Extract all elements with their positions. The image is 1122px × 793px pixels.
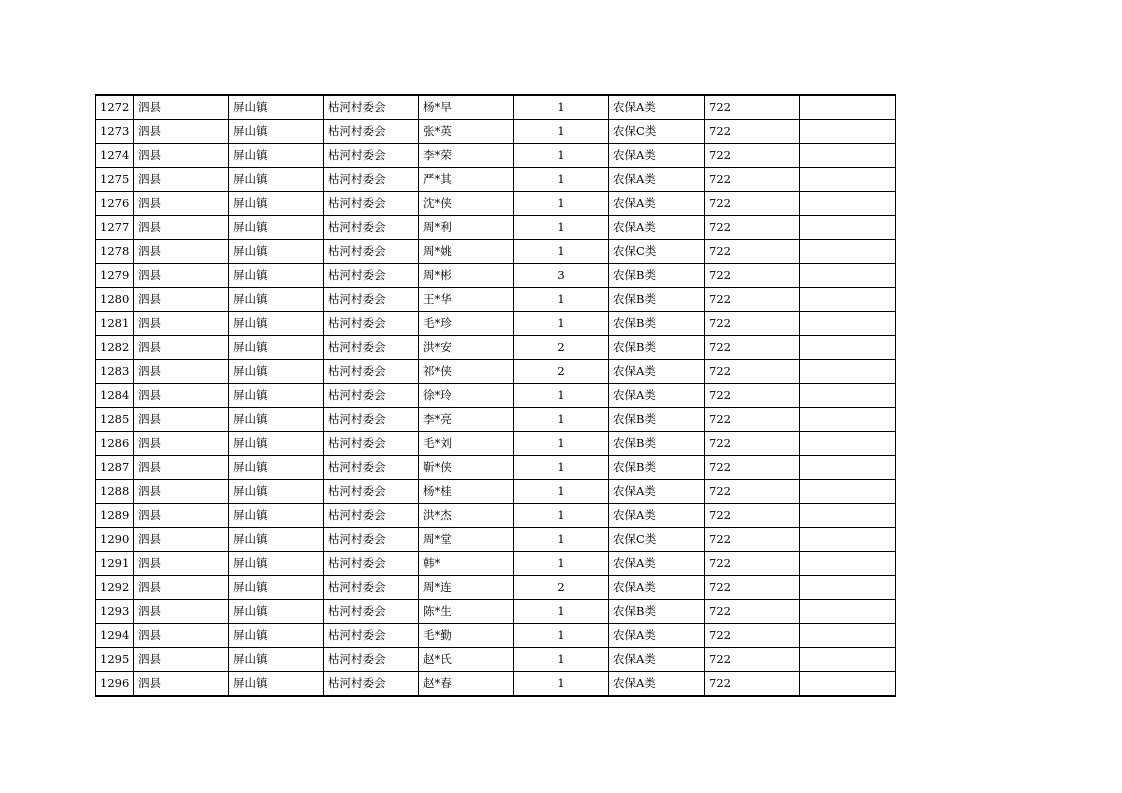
cell-county: 泗县: [134, 288, 229, 312]
cell-serial-number: 1274: [96, 144, 134, 168]
cell-serial-number: 1289: [96, 504, 134, 528]
cell-village: 枯河村委会: [324, 576, 419, 600]
cell-name: 毛*刘: [419, 432, 514, 456]
cell-category: 农保A类: [609, 672, 705, 697]
cell-serial-number: 1296: [96, 672, 134, 697]
cell-category: 农保A类: [609, 552, 705, 576]
cell-town: 屏山镇: [229, 95, 324, 120]
cell-note: [800, 600, 896, 624]
cell-town: 屏山镇: [229, 576, 324, 600]
cell-amount: 722: [705, 504, 800, 528]
cell-county: 泗县: [134, 144, 229, 168]
cell-town: 屏山镇: [229, 600, 324, 624]
cell-note: [800, 240, 896, 264]
cell-category: 农保B类: [609, 336, 705, 360]
cell-note: [800, 504, 896, 528]
cell-category: 农保A类: [609, 576, 705, 600]
cell-household-count: 1: [514, 600, 609, 624]
cell-amount: 722: [705, 552, 800, 576]
cell-note: [800, 288, 896, 312]
cell-household-count: 1: [514, 408, 609, 432]
cell-county: 泗县: [134, 552, 229, 576]
cell-town: 屏山镇: [229, 216, 324, 240]
cell-serial-number: 1286: [96, 432, 134, 456]
cell-category: 农保B类: [609, 408, 705, 432]
cell-name: 徐*玲: [419, 384, 514, 408]
cell-household-count: 1: [514, 504, 609, 528]
cell-amount: 722: [705, 240, 800, 264]
cell-town: 屏山镇: [229, 552, 324, 576]
cell-amount: 722: [705, 600, 800, 624]
cell-amount: 722: [705, 95, 800, 120]
cell-household-count: 3: [514, 264, 609, 288]
table-row: [96, 288, 896, 312]
cell-village: 枯河村委会: [324, 624, 419, 648]
cell-name: 靳*侠: [419, 456, 514, 480]
cell-county: 泗县: [134, 600, 229, 624]
cell-note: [800, 648, 896, 672]
cell-name: 陈*生: [419, 600, 514, 624]
cell-amount: 722: [705, 336, 800, 360]
cell-village: 枯河村委会: [324, 600, 419, 624]
table-row: [96, 336, 896, 360]
cell-name: 毛*珍: [419, 312, 514, 336]
cell-name: 周*连: [419, 576, 514, 600]
cell-serial-number: 1294: [96, 624, 134, 648]
cell-note: [800, 480, 896, 504]
cell-county: 泗县: [134, 384, 229, 408]
cell-name: 沈*侠: [419, 192, 514, 216]
cell-county: 泗县: [134, 120, 229, 144]
cell-household-count: 1: [514, 240, 609, 264]
cell-note: [800, 384, 896, 408]
cell-note: [800, 264, 896, 288]
cell-county: 泗县: [134, 672, 229, 697]
cell-note: [800, 120, 896, 144]
cell-amount: 722: [705, 576, 800, 600]
cell-note: [800, 144, 896, 168]
cell-town: 屏山镇: [229, 312, 324, 336]
cell-category: 农保B类: [609, 264, 705, 288]
cell-household-count: 1: [514, 432, 609, 456]
cell-village: 枯河村委会: [324, 672, 419, 697]
cell-name: 周*彬: [419, 264, 514, 288]
cell-household-count: 1: [514, 168, 609, 192]
cell-name: 杨*早: [419, 95, 514, 120]
table-row: [96, 600, 896, 624]
table-row: [96, 672, 896, 697]
cell-serial-number: 1285: [96, 408, 134, 432]
cell-category: 农保B类: [609, 312, 705, 336]
beneficiary-table: [95, 94, 896, 697]
cell-town: 屏山镇: [229, 480, 324, 504]
table-row: [96, 216, 896, 240]
cell-amount: 722: [705, 456, 800, 480]
cell-note: [800, 192, 896, 216]
cell-household-count: 1: [514, 384, 609, 408]
table-row: [96, 552, 896, 576]
cell-village: 枯河村委会: [324, 360, 419, 384]
cell-name: 严*其: [419, 168, 514, 192]
cell-note: [800, 216, 896, 240]
table-row: [96, 168, 896, 192]
cell-county: 泗县: [134, 576, 229, 600]
cell-town: 屏山镇: [229, 240, 324, 264]
cell-amount: 722: [705, 672, 800, 697]
cell-village: 枯河村委会: [324, 168, 419, 192]
cell-category: 农保A类: [609, 384, 705, 408]
cell-amount: 722: [705, 360, 800, 384]
cell-amount: 722: [705, 480, 800, 504]
cell-name: 周*利: [419, 216, 514, 240]
cell-amount: 722: [705, 120, 800, 144]
cell-category: 农保A类: [609, 95, 705, 120]
cell-note: [800, 552, 896, 576]
cell-household-count: 1: [514, 528, 609, 552]
table-row: [96, 408, 896, 432]
cell-note: [800, 672, 896, 697]
cell-town: 屏山镇: [229, 672, 324, 697]
cell-household-count: 2: [514, 360, 609, 384]
cell-town: 屏山镇: [229, 360, 324, 384]
cell-county: 泗县: [134, 168, 229, 192]
cell-serial-number: 1277: [96, 216, 134, 240]
table-body: [96, 95, 896, 696]
cell-village: 枯河村委会: [324, 336, 419, 360]
table-row: [96, 360, 896, 384]
table-row: [96, 240, 896, 264]
cell-village: 枯河村委会: [324, 144, 419, 168]
cell-amount: 722: [705, 144, 800, 168]
cell-note: [800, 168, 896, 192]
cell-town: 屏山镇: [229, 168, 324, 192]
cell-name: 王*华: [419, 288, 514, 312]
cell-village: 枯河村委会: [324, 408, 419, 432]
cell-name: 赵*春: [419, 672, 514, 697]
cell-county: 泗县: [134, 648, 229, 672]
table-row: [96, 120, 896, 144]
cell-household-count: 1: [514, 552, 609, 576]
cell-name: 李*亮: [419, 408, 514, 432]
cell-category: 农保A类: [609, 504, 705, 528]
cell-serial-number: 1281: [96, 312, 134, 336]
cell-note: [800, 624, 896, 648]
cell-note: [800, 576, 896, 600]
cell-town: 屏山镇: [229, 192, 324, 216]
table-row: [96, 432, 896, 456]
cell-name: 李*荣: [419, 144, 514, 168]
cell-household-count: 1: [514, 95, 609, 120]
cell-category: 农保C类: [609, 120, 705, 144]
cell-category: 农保B类: [609, 456, 705, 480]
cell-serial-number: 1287: [96, 456, 134, 480]
cell-household-count: 1: [514, 216, 609, 240]
cell-county: 泗县: [134, 192, 229, 216]
cell-serial-number: 1279: [96, 264, 134, 288]
cell-county: 泗县: [134, 240, 229, 264]
cell-category: 农保C类: [609, 240, 705, 264]
table-row: [96, 528, 896, 552]
cell-town: 屏山镇: [229, 384, 324, 408]
cell-village: 枯河村委会: [324, 192, 419, 216]
cell-amount: 722: [705, 264, 800, 288]
cell-category: 农保A类: [609, 624, 705, 648]
cell-serial-number: 1293: [96, 600, 134, 624]
cell-note: [800, 432, 896, 456]
cell-note: [800, 528, 896, 552]
cell-amount: 722: [705, 432, 800, 456]
cell-category: 农保B类: [609, 288, 705, 312]
cell-village: 枯河村委会: [324, 216, 419, 240]
cell-county: 泗县: [134, 624, 229, 648]
cell-note: [800, 360, 896, 384]
table-row: [96, 384, 896, 408]
cell-town: 屏山镇: [229, 288, 324, 312]
cell-household-count: 1: [514, 480, 609, 504]
table-row: [96, 480, 896, 504]
cell-category: 农保A类: [609, 168, 705, 192]
cell-county: 泗县: [134, 432, 229, 456]
cell-serial-number: 1284: [96, 384, 134, 408]
cell-household-count: 1: [514, 312, 609, 336]
cell-category: 农保A类: [609, 360, 705, 384]
cell-village: 枯河村委会: [324, 456, 419, 480]
cell-note: [800, 336, 896, 360]
cell-name: 赵*氏: [419, 648, 514, 672]
cell-household-count: 1: [514, 288, 609, 312]
cell-name: 杨*桂: [419, 480, 514, 504]
cell-county: 泗县: [134, 504, 229, 528]
cell-village: 枯河村委会: [324, 384, 419, 408]
cell-serial-number: 1273: [96, 120, 134, 144]
cell-household-count: 2: [514, 336, 609, 360]
cell-household-count: 1: [514, 192, 609, 216]
cell-name: 洪*安: [419, 336, 514, 360]
cell-name: 韩*: [419, 552, 514, 576]
cell-town: 屏山镇: [229, 624, 324, 648]
cell-name: 祁*侠: [419, 360, 514, 384]
table-row: [96, 576, 896, 600]
cell-amount: 722: [705, 312, 800, 336]
cell-amount: 722: [705, 648, 800, 672]
cell-category: 农保B类: [609, 600, 705, 624]
table-row: [96, 95, 896, 120]
cell-serial-number: 1280: [96, 288, 134, 312]
cell-amount: 722: [705, 168, 800, 192]
cell-county: 泗县: [134, 264, 229, 288]
table-row: [96, 648, 896, 672]
cell-county: 泗县: [134, 456, 229, 480]
cell-category: 农保A类: [609, 648, 705, 672]
cell-town: 屏山镇: [229, 528, 324, 552]
cell-town: 屏山镇: [229, 120, 324, 144]
cell-county: 泗县: [134, 336, 229, 360]
cell-amount: 722: [705, 288, 800, 312]
cell-category: 农保A类: [609, 480, 705, 504]
cell-town: 屏山镇: [229, 504, 324, 528]
cell-serial-number: 1276: [96, 192, 134, 216]
cell-amount: 722: [705, 624, 800, 648]
cell-household-count: 1: [514, 672, 609, 697]
cell-county: 泗县: [134, 480, 229, 504]
cell-category: 农保A类: [609, 144, 705, 168]
cell-note: [800, 456, 896, 480]
cell-county: 泗县: [134, 312, 229, 336]
cell-household-count: 2: [514, 576, 609, 600]
cell-village: 枯河村委会: [324, 504, 419, 528]
cell-amount: 722: [705, 192, 800, 216]
cell-village: 枯河村委会: [324, 288, 419, 312]
table-row: [96, 264, 896, 288]
cell-name: 张*英: [419, 120, 514, 144]
cell-county: 泗县: [134, 95, 229, 120]
cell-note: [800, 408, 896, 432]
cell-category: 农保C类: [609, 528, 705, 552]
table-row: [96, 456, 896, 480]
cell-category: 农保B类: [609, 432, 705, 456]
cell-amount: 722: [705, 408, 800, 432]
cell-household-count: 1: [514, 120, 609, 144]
cell-village: 枯河村委会: [324, 480, 419, 504]
cell-category: 农保A类: [609, 216, 705, 240]
cell-town: 屏山镇: [229, 408, 324, 432]
cell-county: 泗县: [134, 408, 229, 432]
cell-village: 枯河村委会: [324, 528, 419, 552]
cell-village: 枯河村委会: [324, 648, 419, 672]
table-row: [96, 504, 896, 528]
cell-town: 屏山镇: [229, 648, 324, 672]
cell-serial-number: 1291: [96, 552, 134, 576]
table-row: [96, 144, 896, 168]
cell-serial-number: 1288: [96, 480, 134, 504]
cell-name: 周*姚: [419, 240, 514, 264]
cell-serial-number: 1283: [96, 360, 134, 384]
cell-serial-number: 1295: [96, 648, 134, 672]
cell-village: 枯河村委会: [324, 264, 419, 288]
cell-household-count: 1: [514, 456, 609, 480]
cell-town: 屏山镇: [229, 264, 324, 288]
cell-serial-number: 1272: [96, 95, 134, 120]
cell-village: 枯河村委会: [324, 432, 419, 456]
cell-category: 农保A类: [609, 192, 705, 216]
cell-town: 屏山镇: [229, 144, 324, 168]
cell-village: 枯河村委会: [324, 240, 419, 264]
cell-household-count: 1: [514, 144, 609, 168]
cell-serial-number: 1290: [96, 528, 134, 552]
cell-village: 枯河村委会: [324, 95, 419, 120]
cell-county: 泗县: [134, 216, 229, 240]
cell-town: 屏山镇: [229, 432, 324, 456]
table-row: [96, 192, 896, 216]
cell-amount: 722: [705, 528, 800, 552]
cell-village: 枯河村委会: [324, 120, 419, 144]
cell-serial-number: 1292: [96, 576, 134, 600]
cell-name: 周*堂: [419, 528, 514, 552]
cell-household-count: 1: [514, 624, 609, 648]
cell-town: 屏山镇: [229, 456, 324, 480]
cell-village: 枯河村委会: [324, 552, 419, 576]
cell-amount: 722: [705, 216, 800, 240]
table-row: [96, 312, 896, 336]
cell-note: [800, 95, 896, 120]
cell-serial-number: 1278: [96, 240, 134, 264]
cell-amount: 722: [705, 384, 800, 408]
cell-county: 泗县: [134, 360, 229, 384]
cell-note: [800, 312, 896, 336]
cell-household-count: 1: [514, 648, 609, 672]
cell-county: 泗县: [134, 528, 229, 552]
cell-serial-number: 1275: [96, 168, 134, 192]
cell-serial-number: 1282: [96, 336, 134, 360]
cell-name: 毛*勤: [419, 624, 514, 648]
cell-village: 枯河村委会: [324, 312, 419, 336]
table-row: [96, 624, 896, 648]
cell-town: 屏山镇: [229, 336, 324, 360]
cell-name: 洪*杰: [419, 504, 514, 528]
